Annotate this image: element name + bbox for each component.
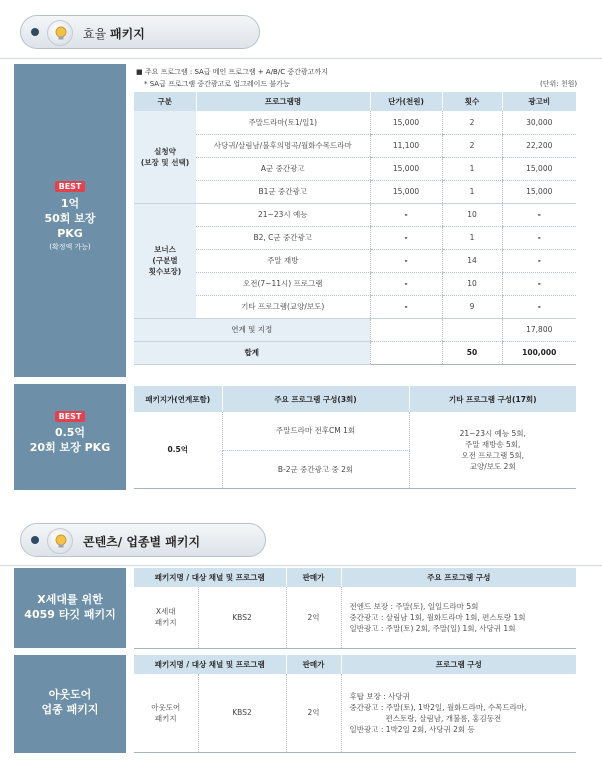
table-row [134,203,576,226]
best-badge: BEST [55,181,86,192]
header-cell: 광고비 [502,92,576,111]
header-cell: 횟수 [442,92,502,111]
section-header-content [20,523,266,557]
group-cell-main: 실청약 (보장 및 선택) [134,111,196,203]
table-row [134,272,576,295]
table-header-row [134,92,576,111]
package-2-amount: 0.5억 [54,426,86,439]
etc-programs: 21~23시 예능 5회, 주말 재방송 5회, 오전 프로그램 5회, 교양/보도 2회 [409,412,576,488]
count: 14 [442,249,502,272]
table-row [134,249,576,272]
table-header-row [134,386,576,412]
bullet-dot-icon [31,536,39,544]
section-header-efficiency [20,15,260,49]
program-name: B2, C군 중간광고 [196,226,370,249]
header-cell: 주요 프로그램 구성(3회) [222,386,409,412]
channel: KBS2 [198,587,286,648]
divider [0,565,602,566]
unit-price: 15,000 [370,111,442,134]
package-4-title-1: 아웃도어 [48,688,92,701]
unit-price: 15,000 [370,157,442,180]
package-1-table [134,92,576,365]
package-3-title-2: 4059 타깃 패키지 [24,608,116,621]
best-badge: BEST [55,411,86,422]
price: 2억 [286,674,341,752]
header-cell: 주요 프로그램 구성 [341,568,576,587]
unit-price: - [370,226,442,249]
section-title: 효율 패키지 [83,27,145,41]
header-cell: 기타 프로그램 구성(17회) [409,386,576,412]
header-cell: 구분 [134,92,196,111]
program-name: A군 중간광고 [196,157,370,180]
note-main-program: ■ 주요 프로그램 : SA급 메인 프로그램 + A/B/C 중간광고까지 [136,68,328,76]
table-row [134,412,576,450]
total-cost: 100,000 [502,341,576,364]
count: 10 [442,272,502,295]
package-4-table [134,655,576,753]
unit-price: - [370,249,442,272]
note-upgrade: * SA급 프로그램 중간광고로 업그레이드 불가능 [144,80,290,88]
program-name: 주말드라마(토1/일1) [196,111,370,134]
count: 1 [442,180,502,203]
extra-label: 연계 및 지정 [134,318,370,341]
package-2-table [134,386,576,489]
table-row [134,674,576,752]
ad-cost: - [502,226,576,249]
count: 9 [442,295,502,318]
ad-cost: 30,000 [502,111,576,134]
header-cell: 패키지가(연계포함) [134,386,222,412]
section-title: 콘텐츠/ 업종별 패키지 [83,535,201,549]
package-1-panel [14,64,126,377]
table-row [134,587,576,648]
ad-cost: - [502,249,576,272]
group-cell-bonus: 보너스 (구분별 횟수보장) [134,203,196,318]
table-row [134,157,576,180]
program-name: B1군 중간광고 [196,180,370,203]
program-lines: 전엔드 보장 : 주말(토), 일일드라마 5회 중간광고 : 살림남 1회, 월화드라마 1회, 편스토랑 1회 일반광고 : 주말(토) 2회, 주말(일) 1회, 사당귀 1회 [341,587,576,648]
count: 10 [442,203,502,226]
header-cell: 패키지명 / 대상 채널 및 프로그램 [134,655,286,674]
extra-cost: 17,800 [502,318,576,341]
package-3-panel [14,568,126,648]
empty-cell [370,318,442,341]
program-name: 기타 프로그램(교양/보도) [196,295,370,318]
main-program-2: B-2군 중간광고 중 2회 [222,450,409,488]
program-name: 오전(7~11시) 프로그램 [196,272,370,295]
table-header-row [134,655,576,674]
header-cell: 단가(천원) [370,92,442,111]
unit-price: - [370,203,442,226]
unit-label: (단위: 천원) [540,80,578,88]
bullet-dot-icon [31,28,39,36]
header-cell: 판매가 [286,568,341,587]
count: 1 [442,157,502,180]
empty-cell [370,341,442,364]
package-3-title-1: X세대를 위한 [37,593,103,606]
header-cell: 판매가 [286,655,341,674]
ad-cost: 15,000 [502,157,576,180]
program-name: 사당귀/살림남/불후의명곡/월화수목드라마 [196,134,370,157]
empty-cell [442,318,502,341]
table-row [134,111,576,134]
table-row-extra [134,318,576,341]
ad-cost: - [502,272,576,295]
channel: KBS2 [198,674,286,752]
total-count: 50 [442,341,502,364]
table-row [134,226,576,249]
divider [0,58,602,59]
package-2-count: 20회 보장 PKG [29,441,111,454]
table-row [134,180,576,203]
table-header-row [134,568,576,587]
package-2-price: 0.5억 [134,412,222,488]
program-name: 21~23시 예능 [196,203,370,226]
table-row [134,134,576,157]
main-program-1: 주말드라마 전후CM 1회 [222,412,409,450]
package-2-panel [14,384,126,490]
package-name: 아웃도어 패키지 [134,674,198,752]
package-name: X세대 패키지 [134,587,198,648]
ad-cost: - [502,203,576,226]
table-row-total [134,341,576,364]
unit-price: 11,100 [370,134,442,157]
package-4-title-2: 업종 패키지 [41,703,99,716]
program-lines: 후탑 보장 : 사당귀 중간광고 : 주말(토), 1박2일, 월화드라마, 수목드라마, 편스토랑, 살림남, 개불름, 홍김동전 일반광고 : 1박2일 2회, 사당귀 2회 등 [341,674,576,752]
price: 2억 [286,587,341,648]
program-name: 주말 재방 [196,249,370,272]
package-3-table [134,568,576,649]
count: 2 [442,111,502,134]
lightbulb-icon [47,528,73,554]
header-cell: 프로그램 구성 [341,655,576,674]
package-1-sub: (확정액 가능) [49,243,91,251]
header-cell: 패키지명 / 대상 채널 및 프로그램 [134,568,286,587]
package-1-pkg: PKG [57,227,83,240]
total-label: 합계 [134,341,370,364]
table-row [134,295,576,318]
package-1-amount: 1억 [60,197,80,210]
count: 2 [442,134,502,157]
package-4-panel [14,655,126,753]
package-1-count: 50회 보장 [44,212,96,225]
header-cell: 프로그램명 [196,92,370,111]
unit-price: - [370,295,442,318]
ad-cost: 22,200 [502,134,576,157]
unit-price: 15,000 [370,180,442,203]
count: 1 [442,226,502,249]
ad-cost: 15,000 [502,180,576,203]
unit-price: - [370,272,442,295]
ad-cost: - [502,295,576,318]
lightbulb-icon [47,20,73,46]
